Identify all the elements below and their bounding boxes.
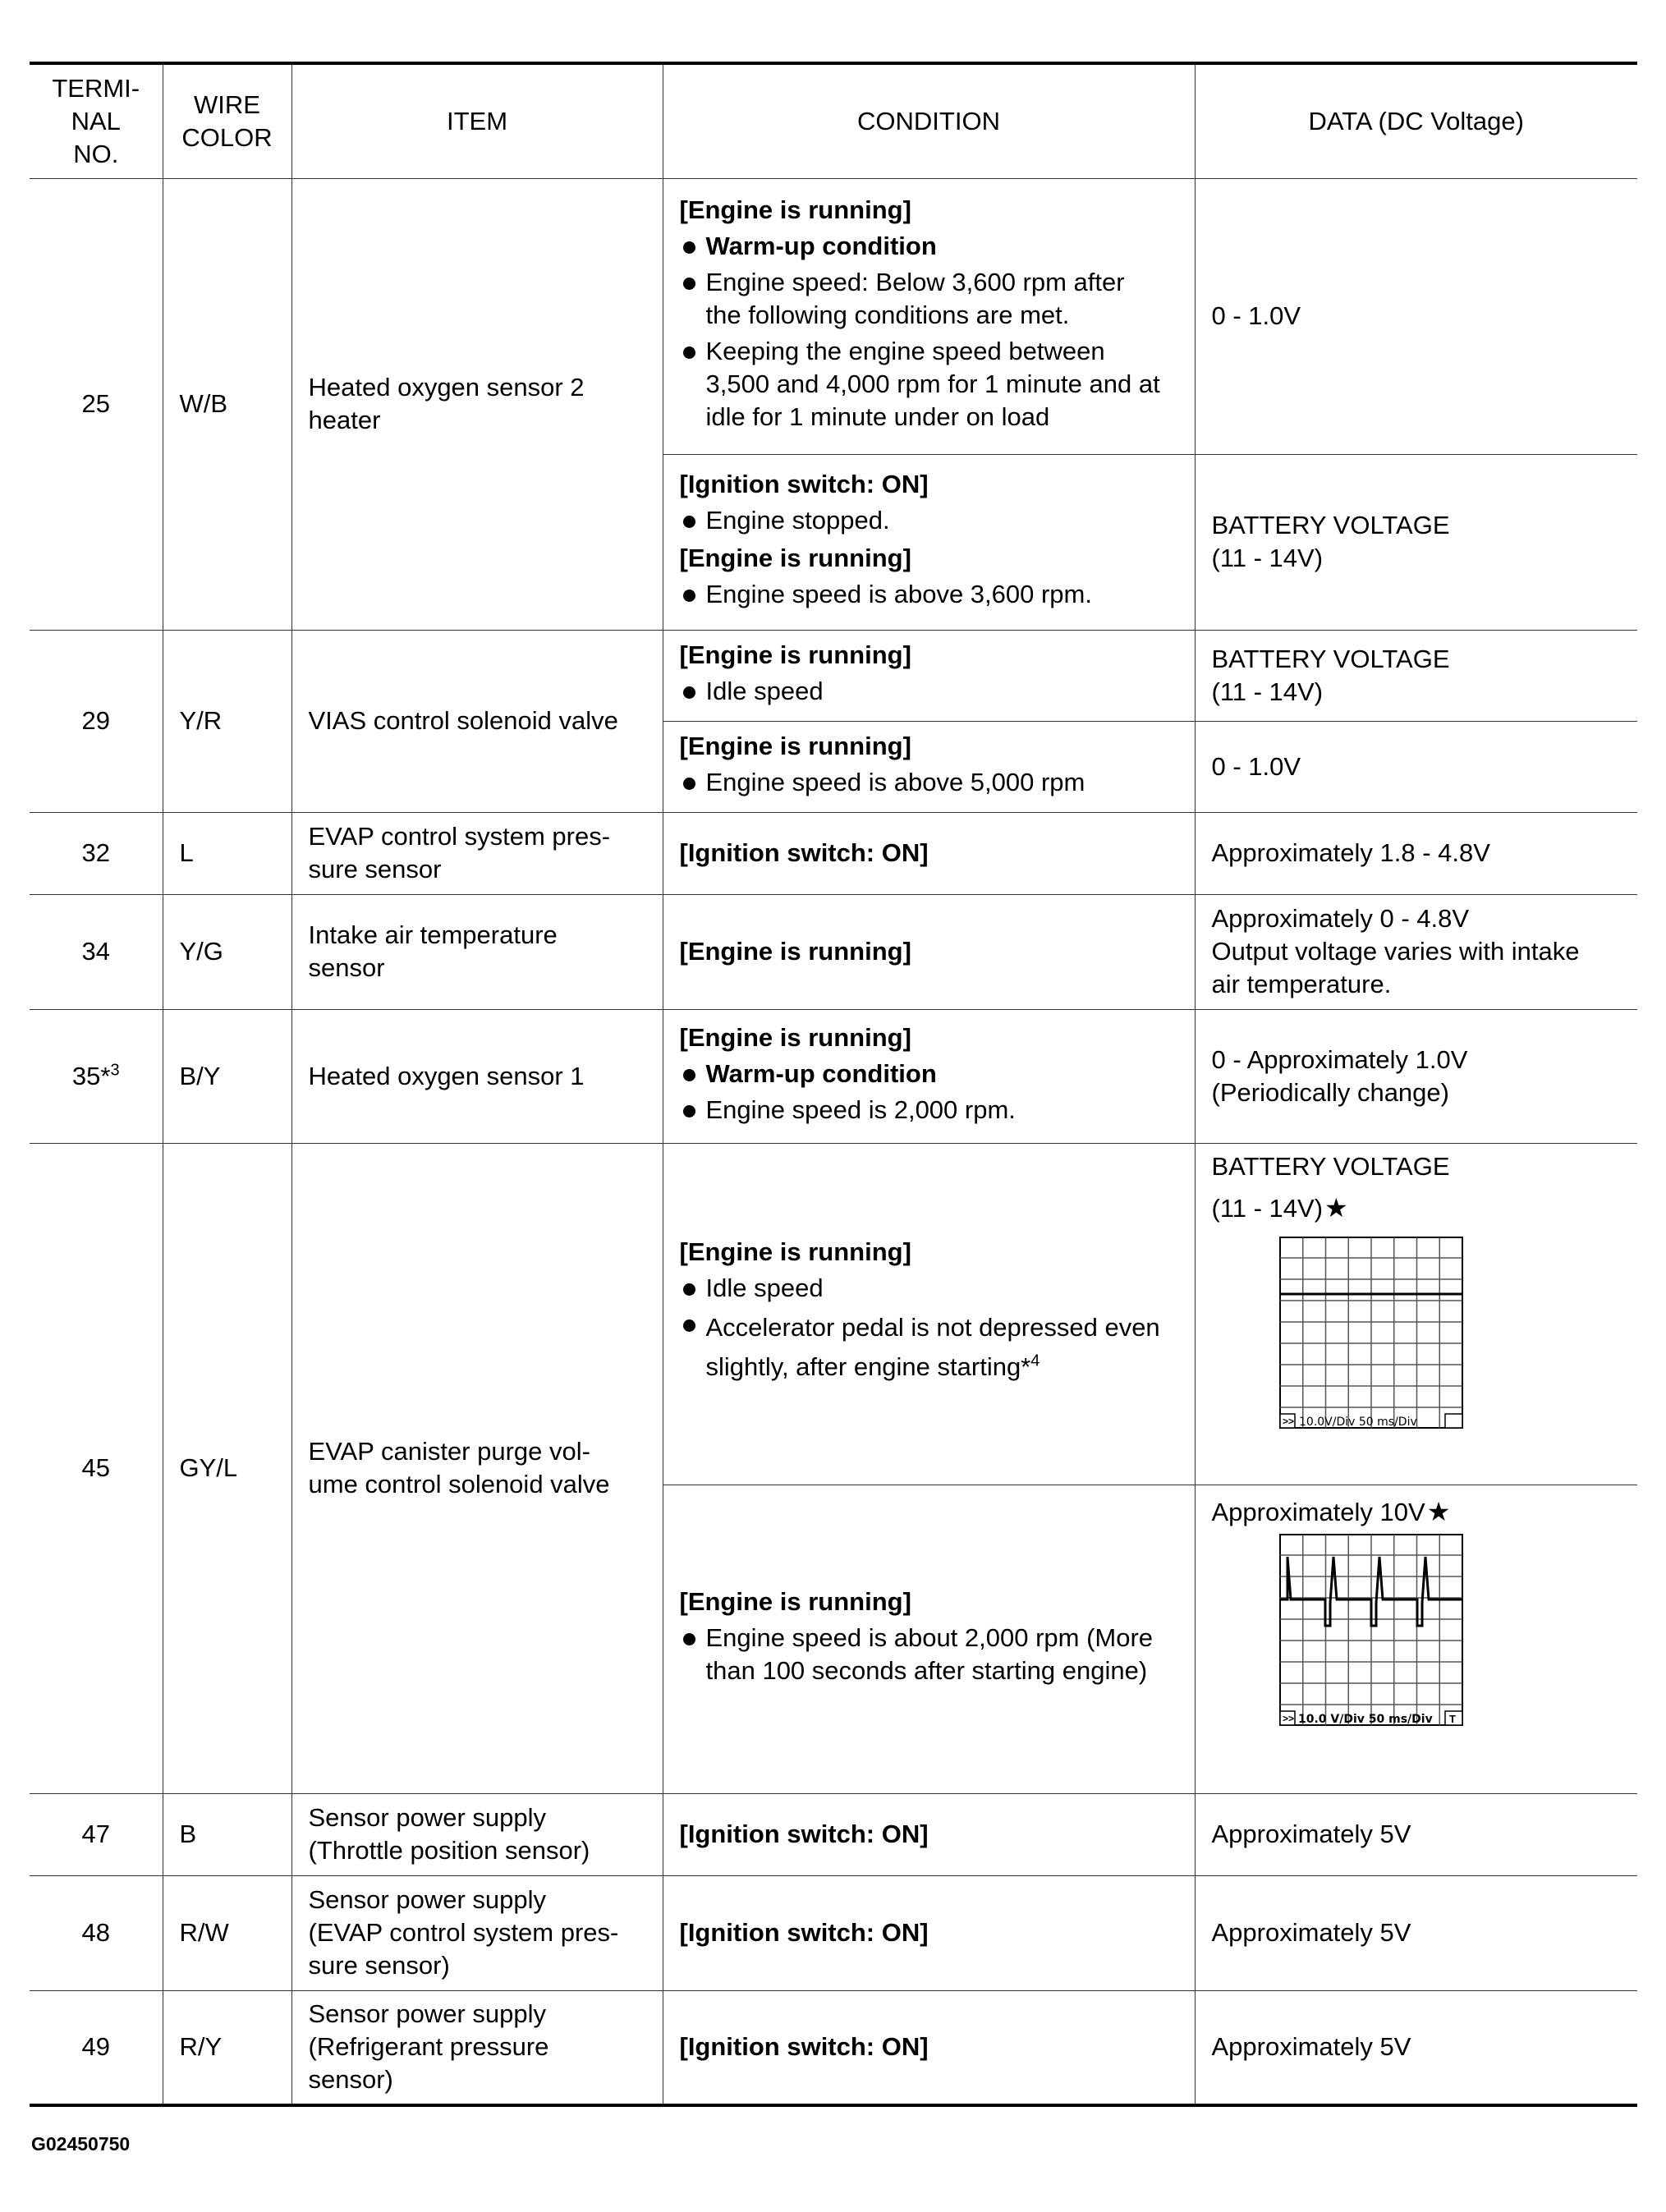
terminal-number: 29: [30, 630, 163, 812]
terminal-number: 35*$^3$: [30, 1009, 163, 1143]
wire-color: B: [163, 1793, 291, 1875]
condition-bullet: Accelerator pedal is not depressed even slightly, after engine starting*$^4$: [680, 1308, 1178, 1387]
condition-heading: [Engine is running]: [679, 1022, 911, 1052]
terminal-number: 48: [30, 1875, 163, 1990]
table-row: [30, 1875, 1637, 1990]
item-name: Heated oxygen sensor 2 heater: [291, 178, 663, 630]
condition-cell: [663, 1485, 1195, 1793]
condition-cell: [663, 1793, 1195, 1875]
data-value: Approximately 0 - 4.8V Output voltage varies with intake air temperature.: [1195, 894, 1637, 1009]
condition-heading: [Engine is running]: [679, 731, 911, 760]
condition-bullet: Engine speed is about 2,000 rpm (More than 100 seconds after starting engine): [680, 1622, 1178, 1687]
condition-cell: [663, 1990, 1195, 2105]
condition-cell: [663, 1875, 1195, 1990]
condition-heading: [Engine is running]: [679, 195, 911, 224]
condition-cell: [663, 721, 1195, 812]
condition-bullet: Engine speed is above 5,000 rpm: [680, 766, 1178, 799]
oscilloscope-waveform-2000rpm: [1279, 1534, 1463, 1739]
svg-text:>>: >>: [1282, 1415, 1294, 1427]
wire-color: R/W: [163, 1875, 291, 1990]
condition-bullet: Engine speed: Below 3,600 rpm after the following conditions are met.: [680, 266, 1178, 332]
condition-heading: [Engine is running]: [679, 544, 911, 572]
condition-cell: [663, 630, 1195, 721]
condition-bullet: Engine stopped.: [680, 504, 1178, 537]
header-item: ITEM: [291, 63, 663, 178]
condition-heading: [Ignition switch: ON]: [679, 1820, 929, 1848]
condition-heading: [Ignition switch: ON]: [679, 470, 929, 498]
svg-text:10.0 V/Div 50 ms/Div: 10.0 V/Div 50 ms/Div: [1297, 1712, 1433, 1726]
condition-cell: [663, 1009, 1195, 1143]
header-condition: CONDITION: [663, 63, 1195, 178]
condition-cell: [663, 894, 1195, 1009]
svg-text:T: T: [1448, 1712, 1456, 1725]
table-row: [30, 178, 1637, 454]
oscilloscope-waveform-idle: [1279, 1237, 1463, 1442]
condition-cell: [663, 1143, 1195, 1485]
condition-heading: [Engine is running]: [679, 937, 911, 966]
svg-text:10.0V/Div 50 ms/Div: 10.0V/Div 50 ms/Div: [1298, 1415, 1417, 1429]
star-icon: ★: [1324, 1192, 1348, 1223]
wire-color: W/B: [163, 178, 291, 630]
table-row: [30, 1793, 1637, 1875]
data-value: Approximately 5V: [1195, 1875, 1637, 1990]
terminal-number: 45: [30, 1143, 163, 1793]
item-name: EVAP canister purge vol- ume control solenoid valve: [291, 1143, 663, 1793]
condition-bullet: Idle speed: [680, 1272, 1178, 1305]
condition-cell: [663, 812, 1195, 894]
condition-cell: [663, 454, 1195, 630]
item-name: Sensor power supply (EVAP control system pres- sure sensor): [291, 1875, 663, 1990]
data-value: 0 - 1.0V: [1195, 721, 1637, 812]
condition-bullet: Warm-up condition: [680, 1058, 1178, 1090]
item-name: Sensor power supply (Refrigerant pressure sensor): [291, 1990, 663, 2105]
data-value: 0 - 1.0V: [1195, 178, 1637, 454]
condition-bullet: Warm-up condition: [680, 230, 1178, 263]
table-row: [30, 630, 1637, 721]
ecm-terminal-table: [30, 62, 1637, 2107]
data-value: Approximately 1.8 - 4.8V: [1195, 812, 1637, 894]
terminal-number: 49: [30, 1990, 163, 2105]
data-value: 0 - Approximately 1.0V (Periodically change): [1195, 1009, 1637, 1143]
data-value: Approximately 5V: [1195, 1990, 1637, 2105]
condition-heading: [Ignition switch: ON]: [679, 1918, 929, 1947]
condition-cell: [663, 178, 1195, 454]
condition-bullet: Idle speed: [680, 675, 1178, 708]
data-value: BATTERY VOLTAGE (11 - 14V): [1195, 630, 1637, 721]
header-terminal: TERMI- NAL NO.: [30, 63, 163, 178]
item-name: Intake air temperature sensor: [291, 894, 663, 1009]
header-row: [30, 63, 1637, 178]
wire-color: Y/R: [163, 630, 291, 812]
table-row: [30, 1990, 1637, 2105]
item-name: Sensor power supply (Throttle position sensor): [291, 1793, 663, 1875]
data-value: BATTERY VOLTAGE (11 - 14V): [1195, 454, 1637, 630]
item-name: VIAS control solenoid valve: [291, 630, 663, 812]
item-name: EVAP control system pres- sure sensor: [291, 812, 663, 894]
data-value: Approximately 10V★ >> 10.0 V/Div 50 ms/Div T: [1195, 1485, 1637, 1793]
wire-color: Y/G: [163, 894, 291, 1009]
condition-heading: [Ignition switch: ON]: [679, 838, 929, 867]
table-row: [30, 1009, 1637, 1143]
header-wire-color: WIRE COLOR: [163, 63, 291, 178]
figure-code: G02450750: [31, 2133, 131, 2155]
terminal-number: 47: [30, 1793, 163, 1875]
data-value: Approximately 5V: [1195, 1793, 1637, 1875]
wire-color: L: [163, 812, 291, 894]
wire-color: B/Y: [163, 1009, 291, 1143]
table-row: [30, 894, 1637, 1009]
terminal-number: 34: [30, 894, 163, 1009]
condition-bullet: Keeping the engine speed between 3,500 and 4,000 rpm for 1 minute and at idle for 1 minute under on load: [680, 335, 1178, 434]
condition-bullet: Engine speed is above 3,600 rpm.: [680, 578, 1178, 611]
table-row: [30, 1143, 1637, 1485]
terminal-number: 25: [30, 178, 163, 630]
item-name: Heated oxygen sensor 1: [291, 1009, 663, 1143]
data-value: BATTERY VOLTAGE (11 - 14V)★ >> 10.0V/Div 50 ms/Div: [1195, 1143, 1637, 1485]
condition-heading: [Engine is running]: [679, 1587, 911, 1616]
terminal-number: 32: [30, 812, 163, 894]
wire-color: GY/L: [163, 1143, 291, 1793]
table-row: [30, 812, 1637, 894]
condition-heading: [Ignition switch: ON]: [679, 2032, 929, 2062]
condition-heading: [Engine is running]: [679, 640, 911, 669]
condition-bullet: Engine speed is 2,000 rpm.: [680, 1094, 1178, 1127]
svg-text:>>: >>: [1282, 1712, 1294, 1724]
header-data: DATA (DC Voltage): [1195, 63, 1637, 178]
star-icon: ★: [1426, 1496, 1451, 1526]
wire-color: R/Y: [163, 1990, 291, 2105]
condition-heading: [Engine is running]: [679, 1237, 911, 1266]
